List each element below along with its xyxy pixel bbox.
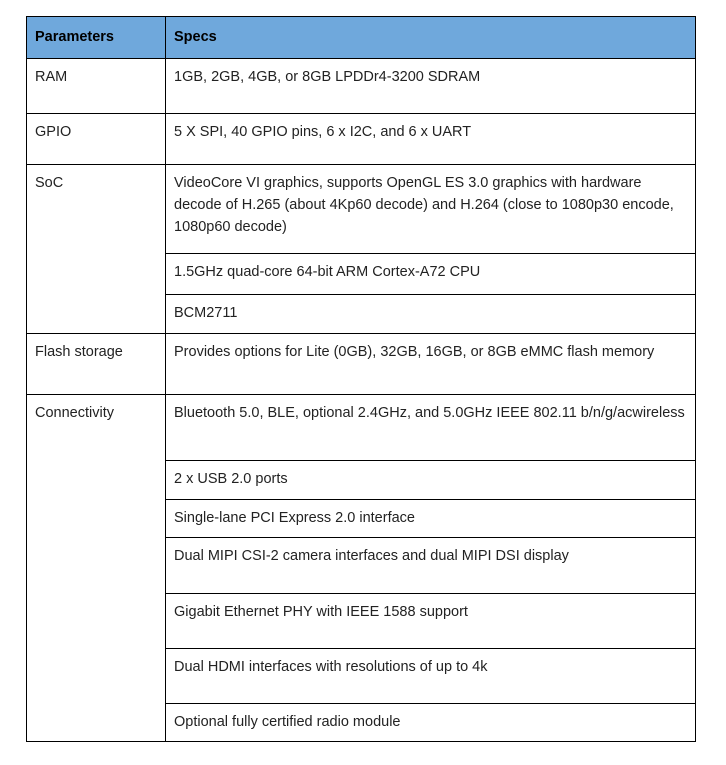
header-row bbox=[27, 17, 696, 59]
table-row bbox=[27, 334, 696, 395]
spec-cell: Single-lane PCI Express 2.0 interface bbox=[166, 500, 696, 538]
spec-cell: 5 X SPI, 40 GPIO pins, 6 x I2C, and 6 x UART bbox=[166, 114, 696, 165]
table-row bbox=[27, 395, 696, 461]
specs-table bbox=[26, 16, 696, 742]
table-row bbox=[27, 59, 696, 114]
spec-cell: VideoCore VI graphics, supports OpenGL ES 3.0 graphics with hardware decode of H.265 (about 4Kp60 decode) and H.264 (close to 1080p30 encode, 1080p60 decode) bbox=[166, 165, 696, 254]
spec-cell: BCM2711 bbox=[166, 295, 696, 334]
param-cell: Flash storage bbox=[27, 334, 166, 395]
spec-cell: Provides options for Lite (0GB), 32GB, 16GB, or 8GB eMMC flash memory bbox=[166, 334, 696, 395]
header-specs: Specs bbox=[166, 17, 696, 59]
param-cell: RAM bbox=[27, 59, 166, 114]
param-cell: SoC bbox=[27, 165, 166, 334]
spec-cell: 1.5GHz quad-core 64-bit ARM Cortex-A72 CPU bbox=[166, 254, 696, 295]
table-row bbox=[27, 114, 696, 165]
param-cell: Connectivity bbox=[27, 395, 166, 742]
spec-cell: 1GB, 2GB, 4GB, or 8GB LPDDr4-3200 SDRAM bbox=[166, 59, 696, 114]
spec-cell: 2 x USB 2.0 ports bbox=[166, 461, 696, 500]
spec-cell: Dual MIPI CSI-2 camera interfaces and dual MIPI DSI display bbox=[166, 538, 696, 594]
spec-cell: Dual HDMI interfaces with resolutions of up to 4k bbox=[166, 649, 696, 704]
table-row bbox=[27, 165, 696, 254]
spec-cell: Gigabit Ethernet PHY with IEEE 1588 support bbox=[166, 594, 696, 649]
header-parameters: Parameters bbox=[27, 17, 166, 59]
spec-cell: Bluetooth 5.0, BLE, optional 2.4GHz, and 5.0GHz IEEE 802.11 b/n/g/acwireless bbox=[166, 395, 696, 461]
spec-cell: Optional fully certified radio module bbox=[166, 704, 696, 742]
param-cell: GPIO bbox=[27, 114, 166, 165]
